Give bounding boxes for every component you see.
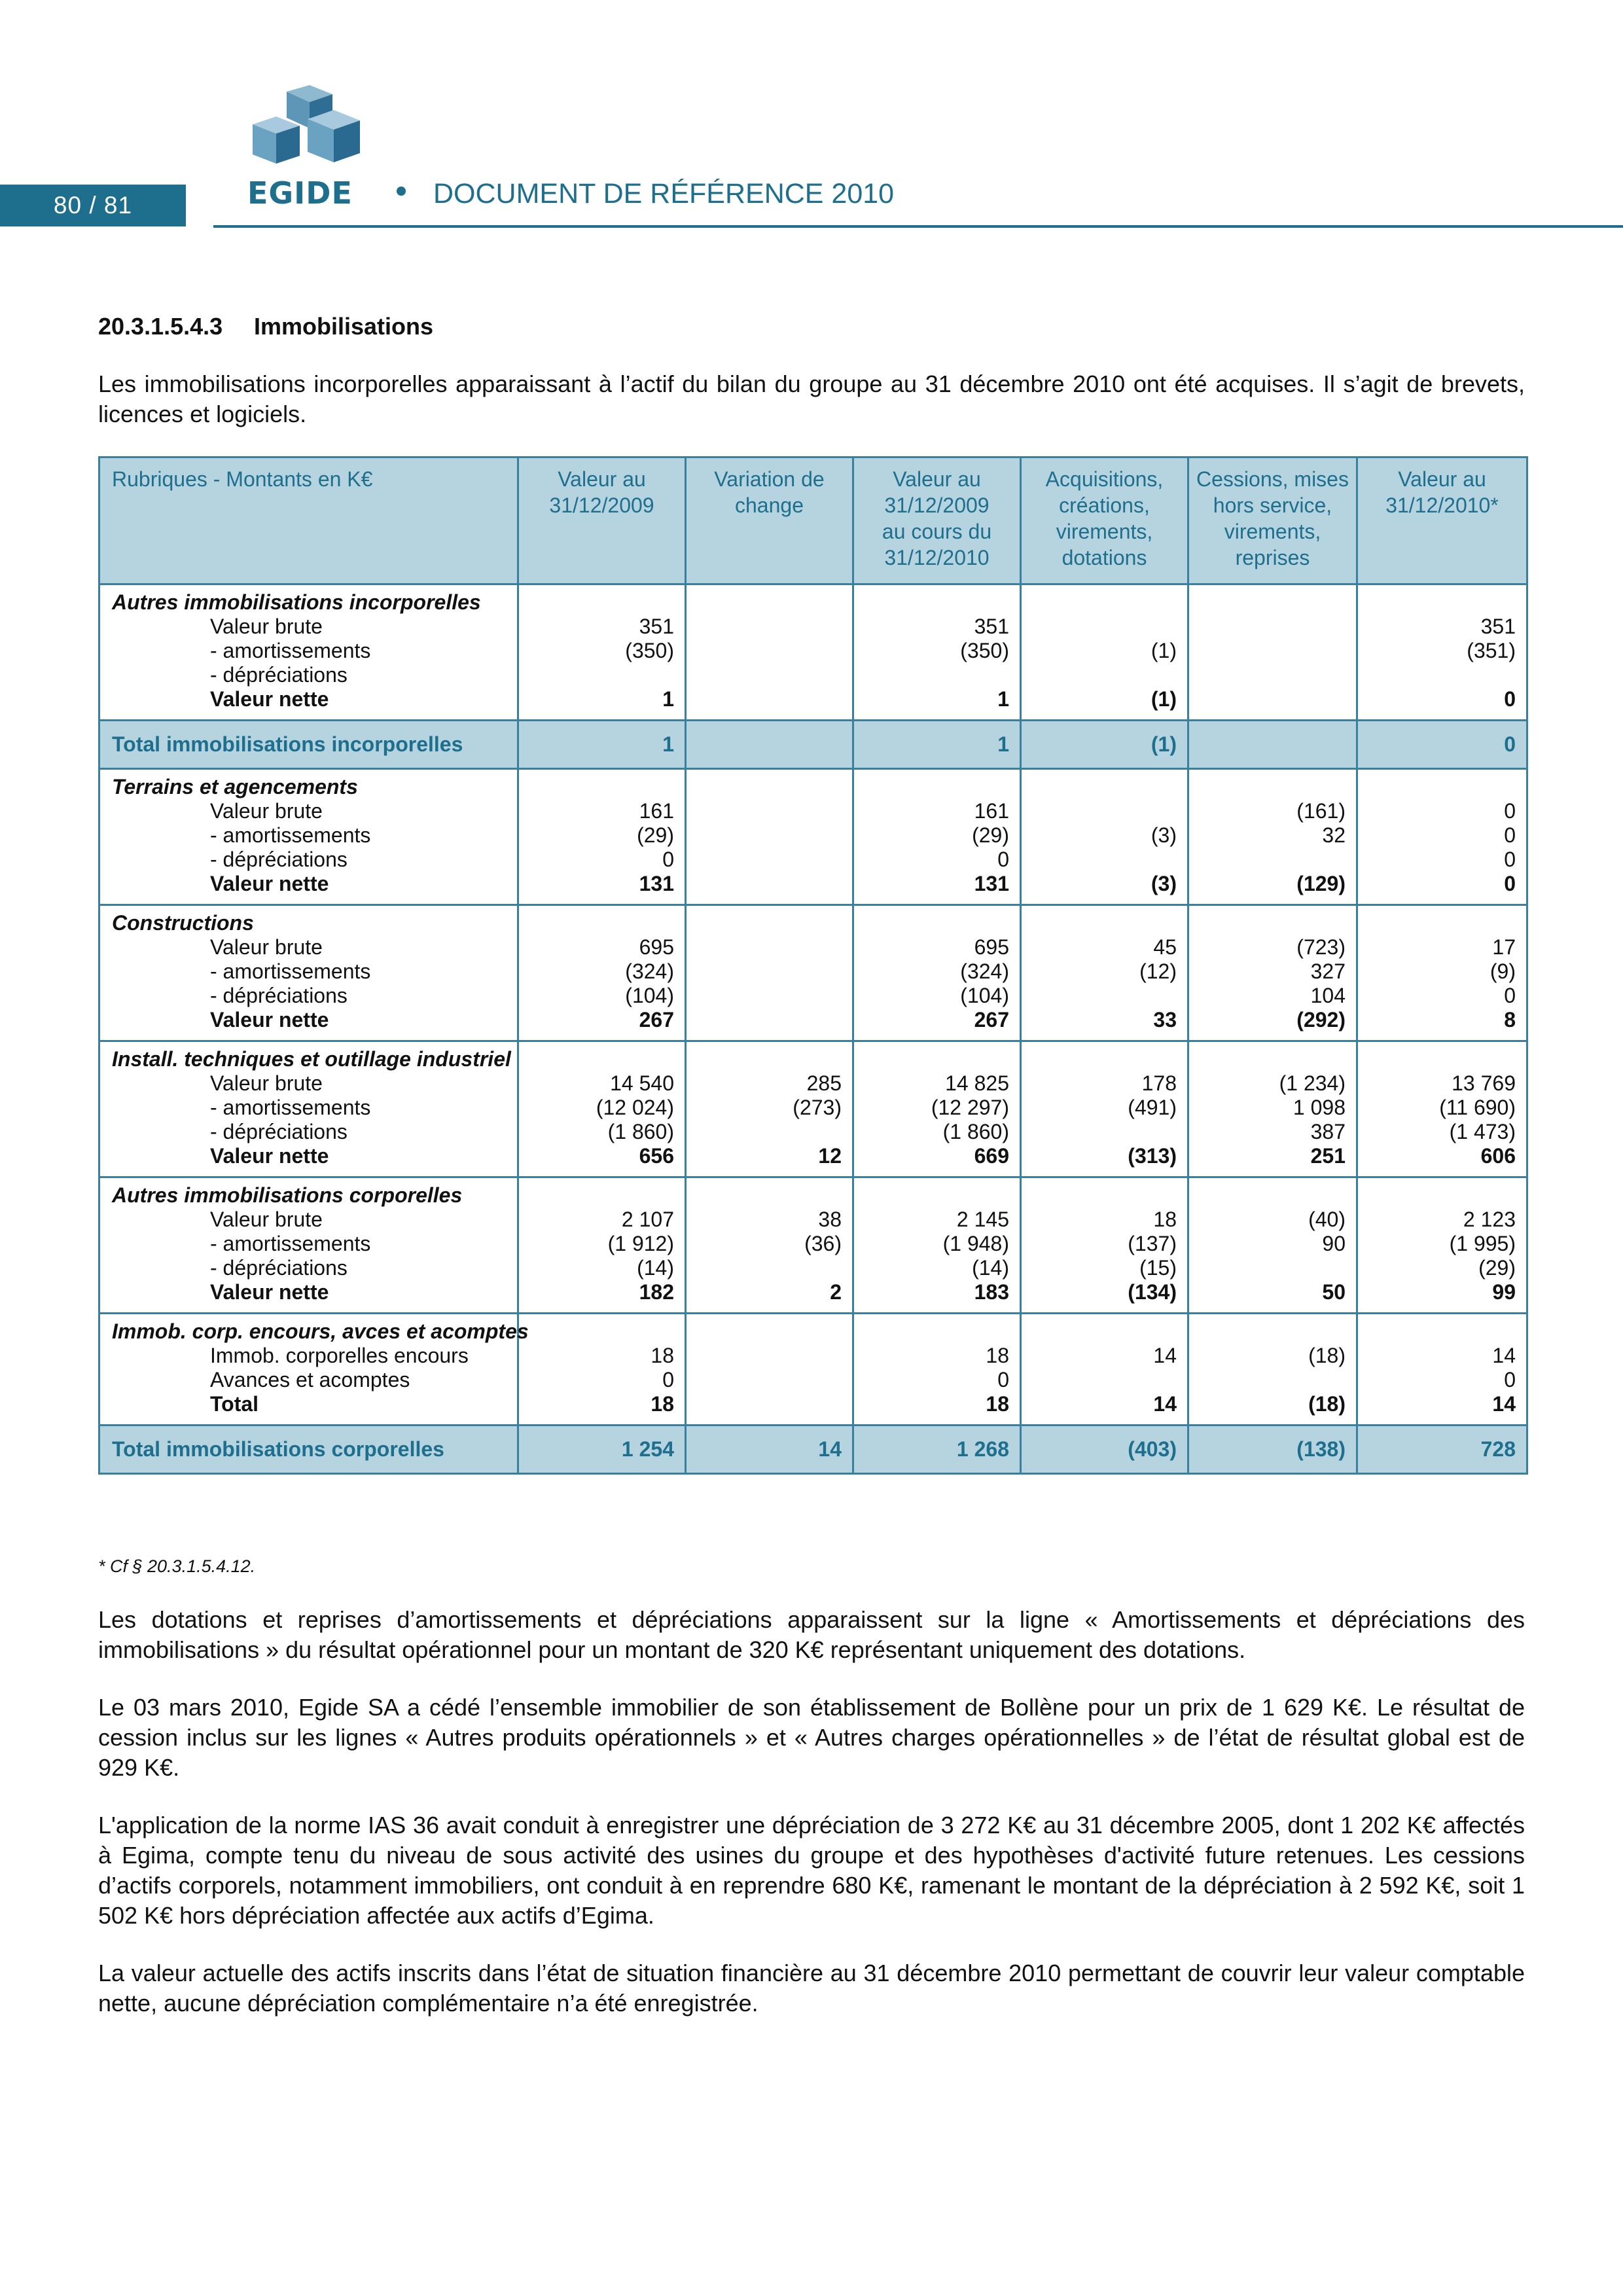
block-col-value-2010: 0 0 0 0 [1357, 769, 1527, 905]
body-paragraph: Le 03 mars 2010, Egide SA a cédé l’ensemble immobilier de son établissement de Bollène pour un prix de 1 629 K€. Le résultat de cession inclus sur les lignes « Autres produits opérationnels » et « Autres charges opérationnelles » de l’état de résultat global est de 929 K€. [98, 1694, 1525, 1781]
block-col-value-2009b: 351 (350) 1 [853, 584, 1021, 721]
table-block [99, 1041, 1527, 1177]
total-cell: 1 [853, 721, 1021, 769]
table-block [99, 769, 1527, 905]
block-col-value-2009: 351 (350) 1 [518, 584, 686, 721]
total-label: Total immobilisations incorporelles [99, 721, 518, 769]
header-rubriques: Rubriques - Montants en K€ [99, 457, 518, 584]
total-cell: (403) [1021, 1426, 1188, 1474]
block-col-value-2009: 695 (324) (104) 267 [518, 905, 686, 1041]
table-footnote: * Cf § 20.3.1.5.4.12. [98, 1556, 256, 1576]
block-col-value-2009b: 2 145 (1 948) (14) 183 [853, 1177, 1021, 1314]
section-title: Immobilisations [254, 313, 434, 340]
block-col-disposals: (723) 327 104 (292) [1188, 905, 1357, 1041]
header-bullet [397, 187, 406, 196]
total-cell: 14 [686, 1426, 853, 1474]
total-cell: 1 [518, 721, 686, 769]
block-col-value-2010: 2 123 (1 995) (29) 99 [1357, 1177, 1527, 1314]
block-col-acquisitions: 18 (137) (15) (134) [1021, 1177, 1188, 1314]
total-label: Total immobilisations corporelles [99, 1426, 518, 1474]
table-block [99, 1314, 1527, 1426]
block-labels: Constructions Valeur brute - amortissements - dépréciations Valeur nette [99, 905, 518, 1041]
block-labels: Autres immobilisations corporelles Valeur brute - amortissements - dépréciations Valeur nette [99, 1177, 518, 1314]
block-col-value-2009: 161 (29) 0 131 [518, 769, 686, 905]
block-col-value-2009b: 161 (29) 0 131 [853, 769, 1021, 905]
header-exchange-variation: Variation de change [686, 457, 853, 584]
header-value-2010: Valeur au 31/12/2010* [1357, 457, 1527, 584]
table-block [99, 1177, 1527, 1314]
block-col-exchange [686, 1314, 853, 1426]
block-col-exchange [686, 584, 853, 721]
block-col-disposals: (18) (18) [1188, 1314, 1357, 1426]
body-paragraph: Les dotations et reprises d’amortissements et dépréciations apparaissent sur la ligne « Amortissements et dépréciations des immobilisations » du résultat opérationnel pour un montant de 320 K€ représentant uniquement des dotations. [98, 1606, 1525, 1663]
block-col-exchange [686, 905, 853, 1041]
block-col-disposals: (40) 90 50 [1188, 1177, 1357, 1314]
block-labels: Autres immobilisations incorporelles Valeur brute - amortissements - dépréciations Valeur nette [99, 584, 518, 721]
block-col-acquisitions: (3) (3) [1021, 769, 1188, 905]
section-heading [98, 313, 433, 340]
table-block [99, 905, 1527, 1041]
total-cell: 1 268 [853, 1426, 1021, 1474]
total-tangible-row [99, 1426, 1527, 1474]
header-disposals: Cessions, mises hors service, virements, reprises [1188, 457, 1357, 584]
block-col-value-2010: 351 (351) 0 [1357, 584, 1527, 721]
block-col-value-2009b: 14 825 (12 297) (1 860) 669 [853, 1041, 1021, 1177]
total-cell [1188, 721, 1357, 769]
block-col-value-2010: 17 (9) 0 8 [1357, 905, 1527, 1041]
block-col-exchange: 285 (273) 12 [686, 1041, 853, 1177]
block-col-disposals: (161) 32 (129) [1188, 769, 1357, 905]
document-title: DOCUMENT DE RÉFÉRENCE 2010 [433, 178, 895, 209]
header-acquisitions: Acquisitions, créations, virements, dotations [1021, 457, 1188, 584]
total-cell: (138) [1188, 1426, 1357, 1474]
fixed-assets-table [98, 456, 1528, 1475]
table-block [99, 584, 1527, 721]
intro-paragraph: Les immobilisations incorporelles apparaissant à l’actif du bilan du groupe au 31 décembre 2010 ont été acquises. Il s’agit de brevets, licences et logiciels. [98, 370, 1525, 427]
block-col-value-2009: 14 540 (12 024) (1 860) 656 [518, 1041, 686, 1177]
header-value-2009: Valeur au 31/12/2009 [518, 457, 686, 584]
block-col-value-2009b: 695 (324) (104) 267 [853, 905, 1021, 1041]
block-labels: Install. techniques et outillage industriel Valeur brute - amortissements - dépréciations Valeur nette [99, 1041, 518, 1177]
block-col-value-2009: 2 107 (1 912) (14) 182 [518, 1177, 686, 1314]
block-col-disposals: (1 234) 1 098 387 251 [1188, 1041, 1357, 1177]
total-cell: (1) [1021, 721, 1188, 769]
page-number: 80 / 81 [0, 185, 186, 226]
total-cell [686, 721, 853, 769]
table-header-row [99, 457, 1527, 584]
company-logo-text: EGIDE [247, 175, 353, 211]
body-paragraph: La valeur actuelle des actifs inscrits dans l’état de situation financière au 31 décembre 2010 permettant de couvrir leur valeur comptable nette, aucune dépréciation complémentaire n’a été enregistrée. [98, 1960, 1525, 2017]
header-rule [213, 225, 1623, 228]
block-col-exchange [686, 769, 853, 905]
total-cell: 0 [1357, 721, 1527, 769]
block-col-acquisitions: (1) (1) [1021, 584, 1188, 721]
block-col-acquisitions: 178 (491) (313) [1021, 1041, 1188, 1177]
body-paragraph: L'application de la norme IAS 36 avait conduit à enregistrer une dépréciation de 3 272 K€ au 31 décembre 2005, dont 1 202 K€ affectés à Egima, compte tenu du niveau de sous activité des usines du groupe et des hypothèses d'activité future retenues. Les cessions d’actifs corporels, notamment immobiliers, ont conduit à en reprendre 680 K€, ramenant le montant de la dépréciation à 2 592 K€, soit 1 502 K€ hors dépréciation affectée aux actifs d’Egima. [98, 1812, 1525, 1929]
block-col-value-2009b: 18 0 18 [853, 1314, 1021, 1426]
section-number: 20.3.1.5.4.3 [98, 313, 223, 340]
block-col-acquisitions: 14 14 [1021, 1314, 1188, 1426]
block-labels: Immob. corp. encours, avces et acomptes Immob. corporelles encours Avances et acomptes Total [99, 1314, 518, 1426]
block-labels: Terrains et agencements Valeur brute - amortissements - dépréciations Valeur nette [99, 769, 518, 905]
block-col-disposals [1188, 584, 1357, 721]
block-col-value-2009: 18 0 18 [518, 1314, 686, 1426]
header-value-2009-during-2010: Valeur au 31/12/2009 au cours du 31/12/2010 [853, 457, 1021, 584]
block-col-acquisitions: 45 (12) 33 [1021, 905, 1188, 1041]
total-cell: 728 [1357, 1426, 1527, 1474]
block-col-value-2010: 14 0 14 [1357, 1314, 1527, 1426]
total-cell: 1 254 [518, 1426, 686, 1474]
block-col-value-2010: 13 769 (11 690) (1 473) 606 [1357, 1041, 1527, 1177]
block-col-exchange: 38 (36) 2 [686, 1177, 853, 1314]
total-intangible-row [99, 721, 1527, 769]
